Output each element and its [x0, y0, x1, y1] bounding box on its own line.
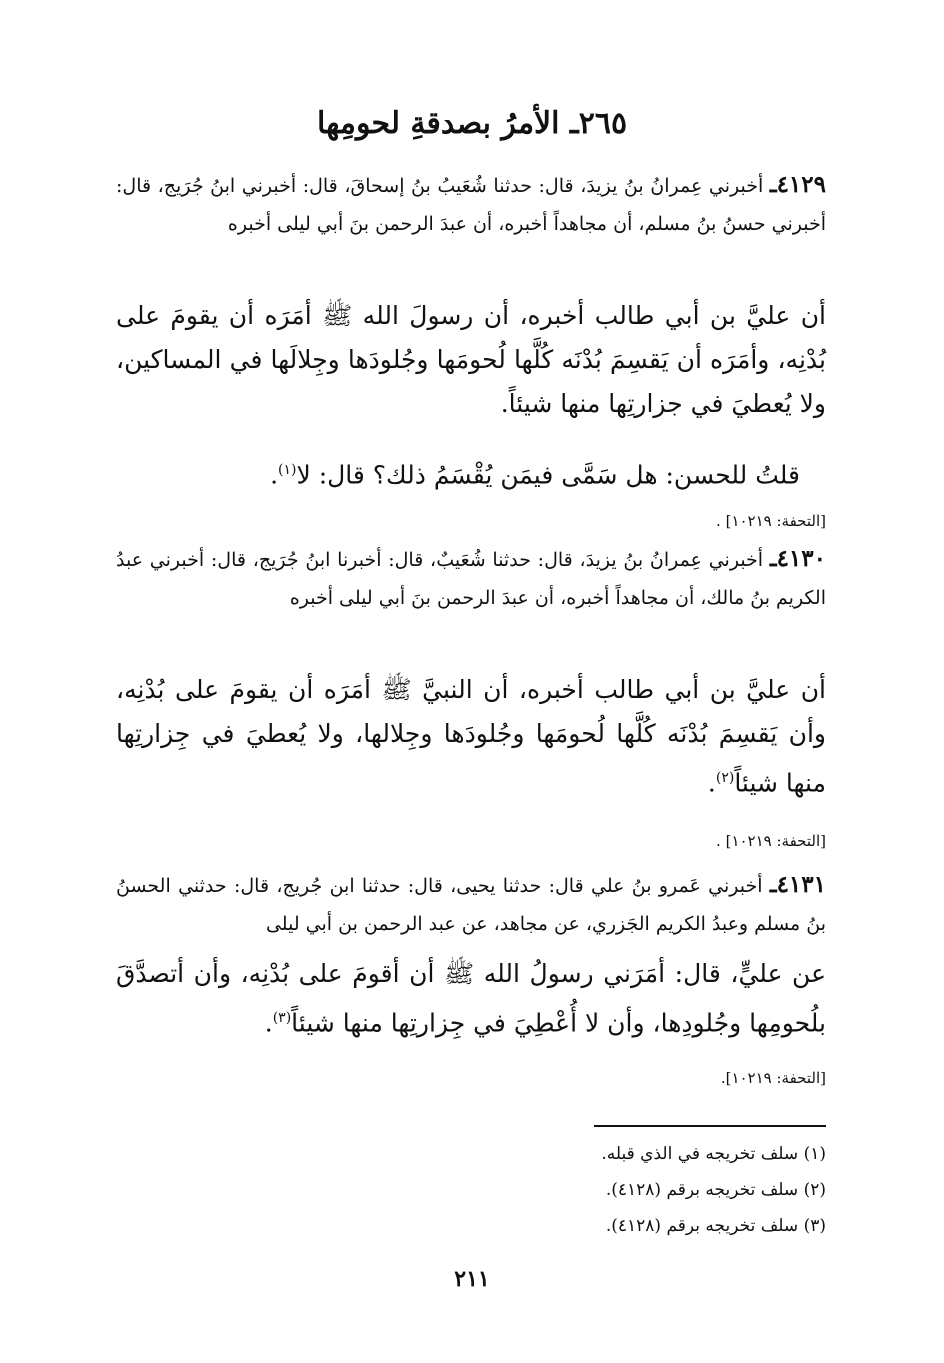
hadith-isnad-4131: [116, 866, 826, 943]
page-number: ٢١١: [454, 1266, 490, 1292]
matn-text: أن عليَّ بن أبي طالب أخبره، أن رسولَ الله ﷺ أمَرَه أن يقومَ على بُدْنِه، وأمَرَه أن يَقسِمَ بُدْنَه كُلَّها لُحومَها وجُلودَها وجِلالَها في المساكين، ولا يُعطيَ في جزارتِها منها شيئاً.: [116, 301, 826, 418]
hadith-matn-4130: [116, 668, 826, 805]
isnad-text: أخبرني عِمرانُ بنُ يزيدَ، قال: حدثنا شُعَيبُ بنُ إسحاقَ، قال: أخبرني ابنُ جُرَيج، قال: أخبرني حسنُ بنُ مسلم، أن مجاهداً أخبره، أن عبدَ الرحمن بنَ أبي ليلى أخبره: [116, 175, 826, 235]
hadith-number: ٤١٢٩ـ: [769, 171, 826, 198]
hadith-extra-4129: [116, 448, 826, 497]
footnote-item: (١) سلف تخريجه في الذي قبله.: [601, 1144, 826, 1164]
isnad-text: أخبرني عِمرانُ بنُ يزيدَ، قال: حدثنا شُعَيبٌ، قال: أخبرنا ابنُ جُرَيج، قال: أخبرني عبدُ الكريم بنُ مالك، أن مجاهداً أخبره، أن عبدَ الرحمن بنَ أبي ليلى أخبره: [116, 549, 826, 609]
chapter-title: ٢٦٥ـ الأمرُ بصدقةِ لحومِها: [316, 106, 628, 141]
isnad-text: أخبرني عَمرو بنُ علي قال: حدثنا يحيى، قال: حدثنا ابن جُريج، قال: حدثني الحسنُ بنُ مسلم وعبدُ الكريم الجَزري، عن مجاهد، عن عبد الرحمن بن أبي ليلى: [116, 875, 826, 935]
hadith-number: ٤١٣٠ـ: [769, 545, 826, 572]
matn-end: .: [264, 1008, 273, 1038]
extra-text: قلتُ للحسن: هل سَمَّى فيمَن يُقْسَمُ ذلك؟ قال: لا: [296, 460, 800, 490]
footnote-item: (٢) سلف تخريجه برقم (٤١٢٨).: [605, 1180, 826, 1200]
footnote-marker[interactable]: (٢): [715, 770, 735, 786]
footnotes: [326, 1136, 826, 1244]
hadith-matn-4129: [116, 294, 826, 426]
tuhfa-reference: [التحفة: ١٠٢١٩] .: [716, 832, 826, 850]
hadith-isnad-4129: [116, 166, 826, 243]
footnote-divider: [594, 1125, 826, 1127]
hadith-matn-4131: [116, 952, 826, 1045]
matn-end: .: [707, 768, 716, 798]
tuhfa-reference: [التحفة: ١٠٢١٩] .: [716, 512, 826, 530]
matn-text: أن عليَّ بن أبي طالب أخبره، أن النبيَّ ﷺ أمَرَه أن يقومَ على بُدْنِه، وأن يَقسِمَ بُدْنَه كُلَّها لُحومَها وجُلودَها وجِلالها، ولا يُعطيَ في جِزارتِها منها شيئاً: [116, 675, 826, 798]
footnote-marker[interactable]: (١): [278, 462, 297, 478]
hadith-number: ٤١٣١ـ: [769, 871, 826, 898]
extra-end: .: [270, 460, 279, 490]
footnote-item: (٣) سلف تخريجه برقم (٤١٢٨).: [605, 1216, 826, 1236]
footnote-marker[interactable]: (٣): [272, 1010, 292, 1026]
matn-text: عن عليٍّ، قال: أمَرَني رسولُ الله ﷺ أن أقومَ على بُدْنِه، وأن أتصدَّقَ بلُحومِها وجُلودِها، وأن لا أُعْطِيَ في جِزارتِها منها شيئاً: [116, 959, 826, 1038]
hadith-isnad-4130: [116, 540, 826, 617]
tuhfa-reference: [التحفة: ١٠٢١٩].: [720, 1069, 826, 1087]
